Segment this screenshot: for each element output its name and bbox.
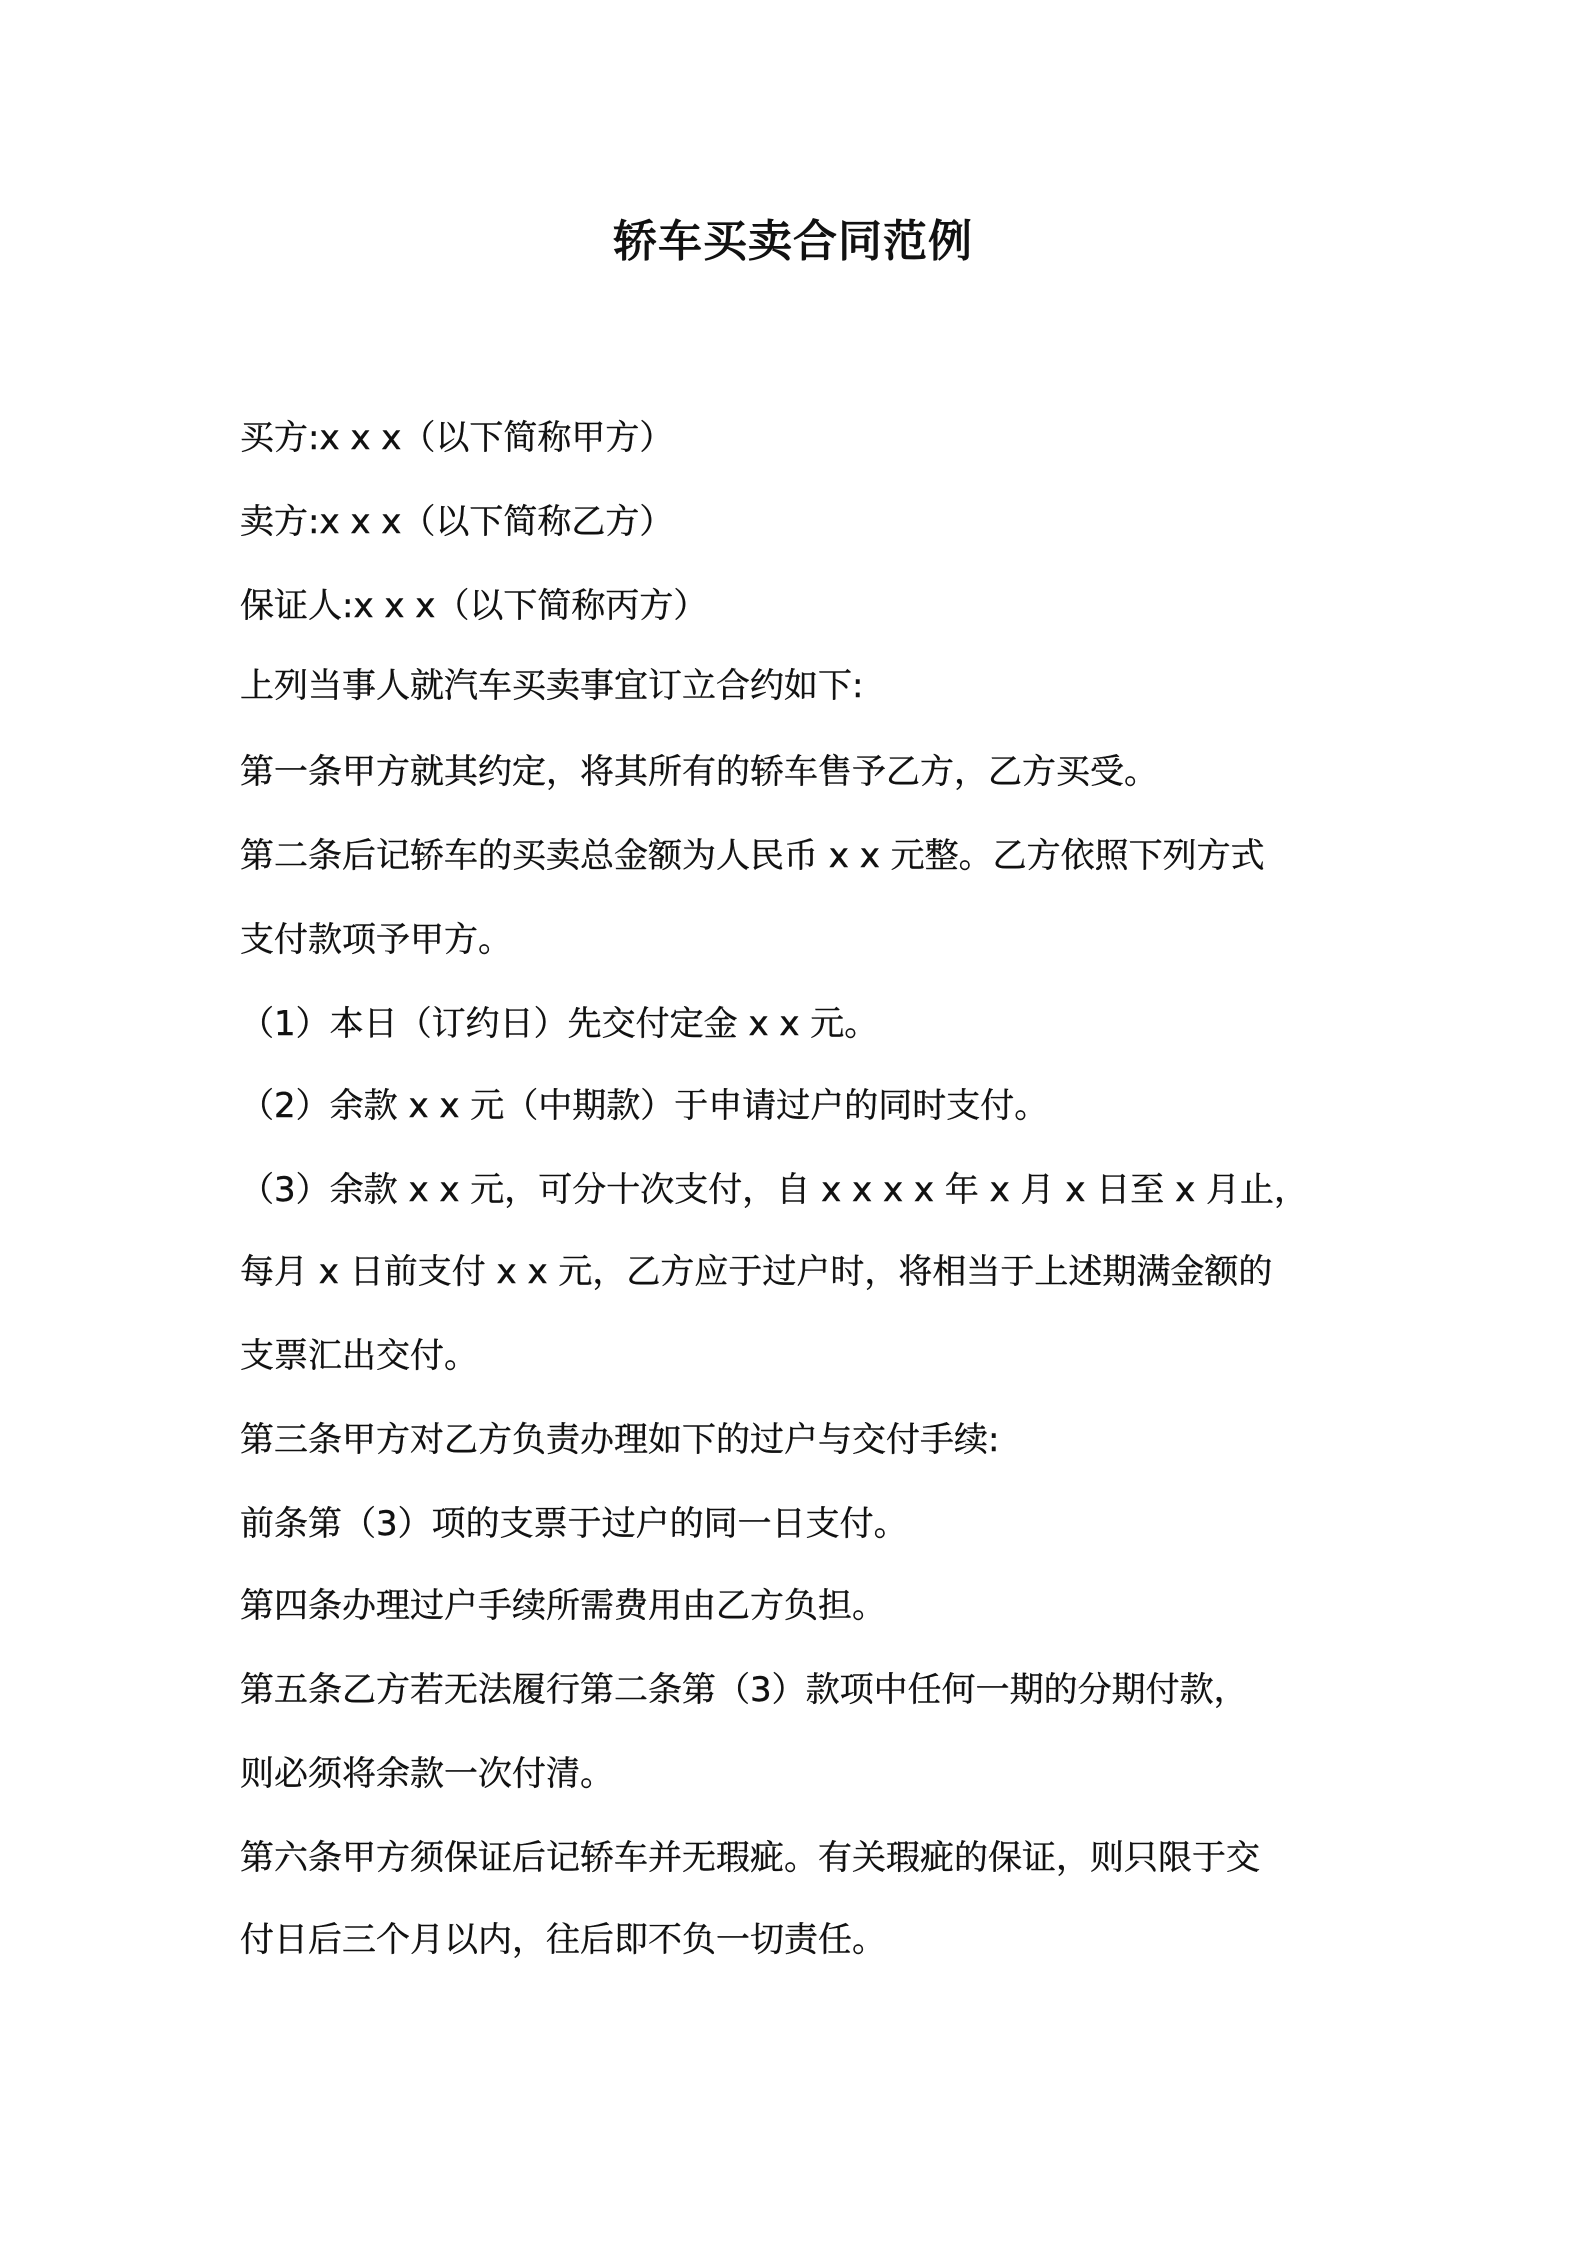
- document-title: 轿车买卖合同范例: [613, 216, 973, 267]
- seller-line: 卖方:x x x（以下简称乙方）: [240, 502, 674, 542]
- article-6-line-2: 付日后三个月以内，往后即不负一切责任。: [240, 1920, 886, 1960]
- article-4-line: 第四条办理过户手续所需费用由乙方负担。: [240, 1586, 886, 1626]
- article-5-line-1: 第五条乙方若无法履行第二条第（3）款项中任何一期的分期付款，: [240, 1670, 1248, 1710]
- payment-item-1: （1）本日（订约日）先交付定金 x x 元。: [240, 1004, 879, 1044]
- article-2-line-2: 支付款项予甲方。: [240, 920, 512, 960]
- article-2-line-1: 第二条后记轿车的买卖总金额为人民币 x x 元整。乙方依照下列方式: [240, 836, 1265, 876]
- article-5-line-2: 则必须将余款一次付清。: [240, 1754, 614, 1794]
- article-6-line-1: 第六条甲方须保证后记轿车并无瑕疵。有关瑕疵的保证，则只限于交: [240, 1838, 1260, 1878]
- payment-item-3-line-1: （3）余款 x x 元，可分十次支付，自 x x x x 年 x 月 x 日至 x 月止，: [240, 1170, 1309, 1210]
- article-1-line: 第一条甲方就其约定，将其所有的轿车售予乙方，乙方买受。: [240, 752, 1158, 792]
- article-3-detail-line: 前条第（3）项的支票于过户的同一日支付。: [240, 1504, 908, 1544]
- payment-item-2: （2）余款 x x 元（中期款）于申请过户的同时支付。: [240, 1086, 1049, 1126]
- preamble-line: 上列当事人就汽车买卖事宜订立合约如下:: [240, 666, 864, 706]
- payment-item-3-line-2: 每月 x 日前支付 x x 元，乙方应于过户时，将相当于上述期满金额的: [240, 1252, 1273, 1292]
- payment-item-3-line-3: 支票汇出交付。: [240, 1336, 478, 1376]
- buyer-line: 买方:x x x（以下简称甲方）: [240, 418, 674, 458]
- guarantor-line: 保证人:x x x（以下简称丙方）: [240, 586, 708, 626]
- article-3-line: 第三条甲方对乙方负责办理如下的过户与交付手续:: [240, 1420, 1000, 1460]
